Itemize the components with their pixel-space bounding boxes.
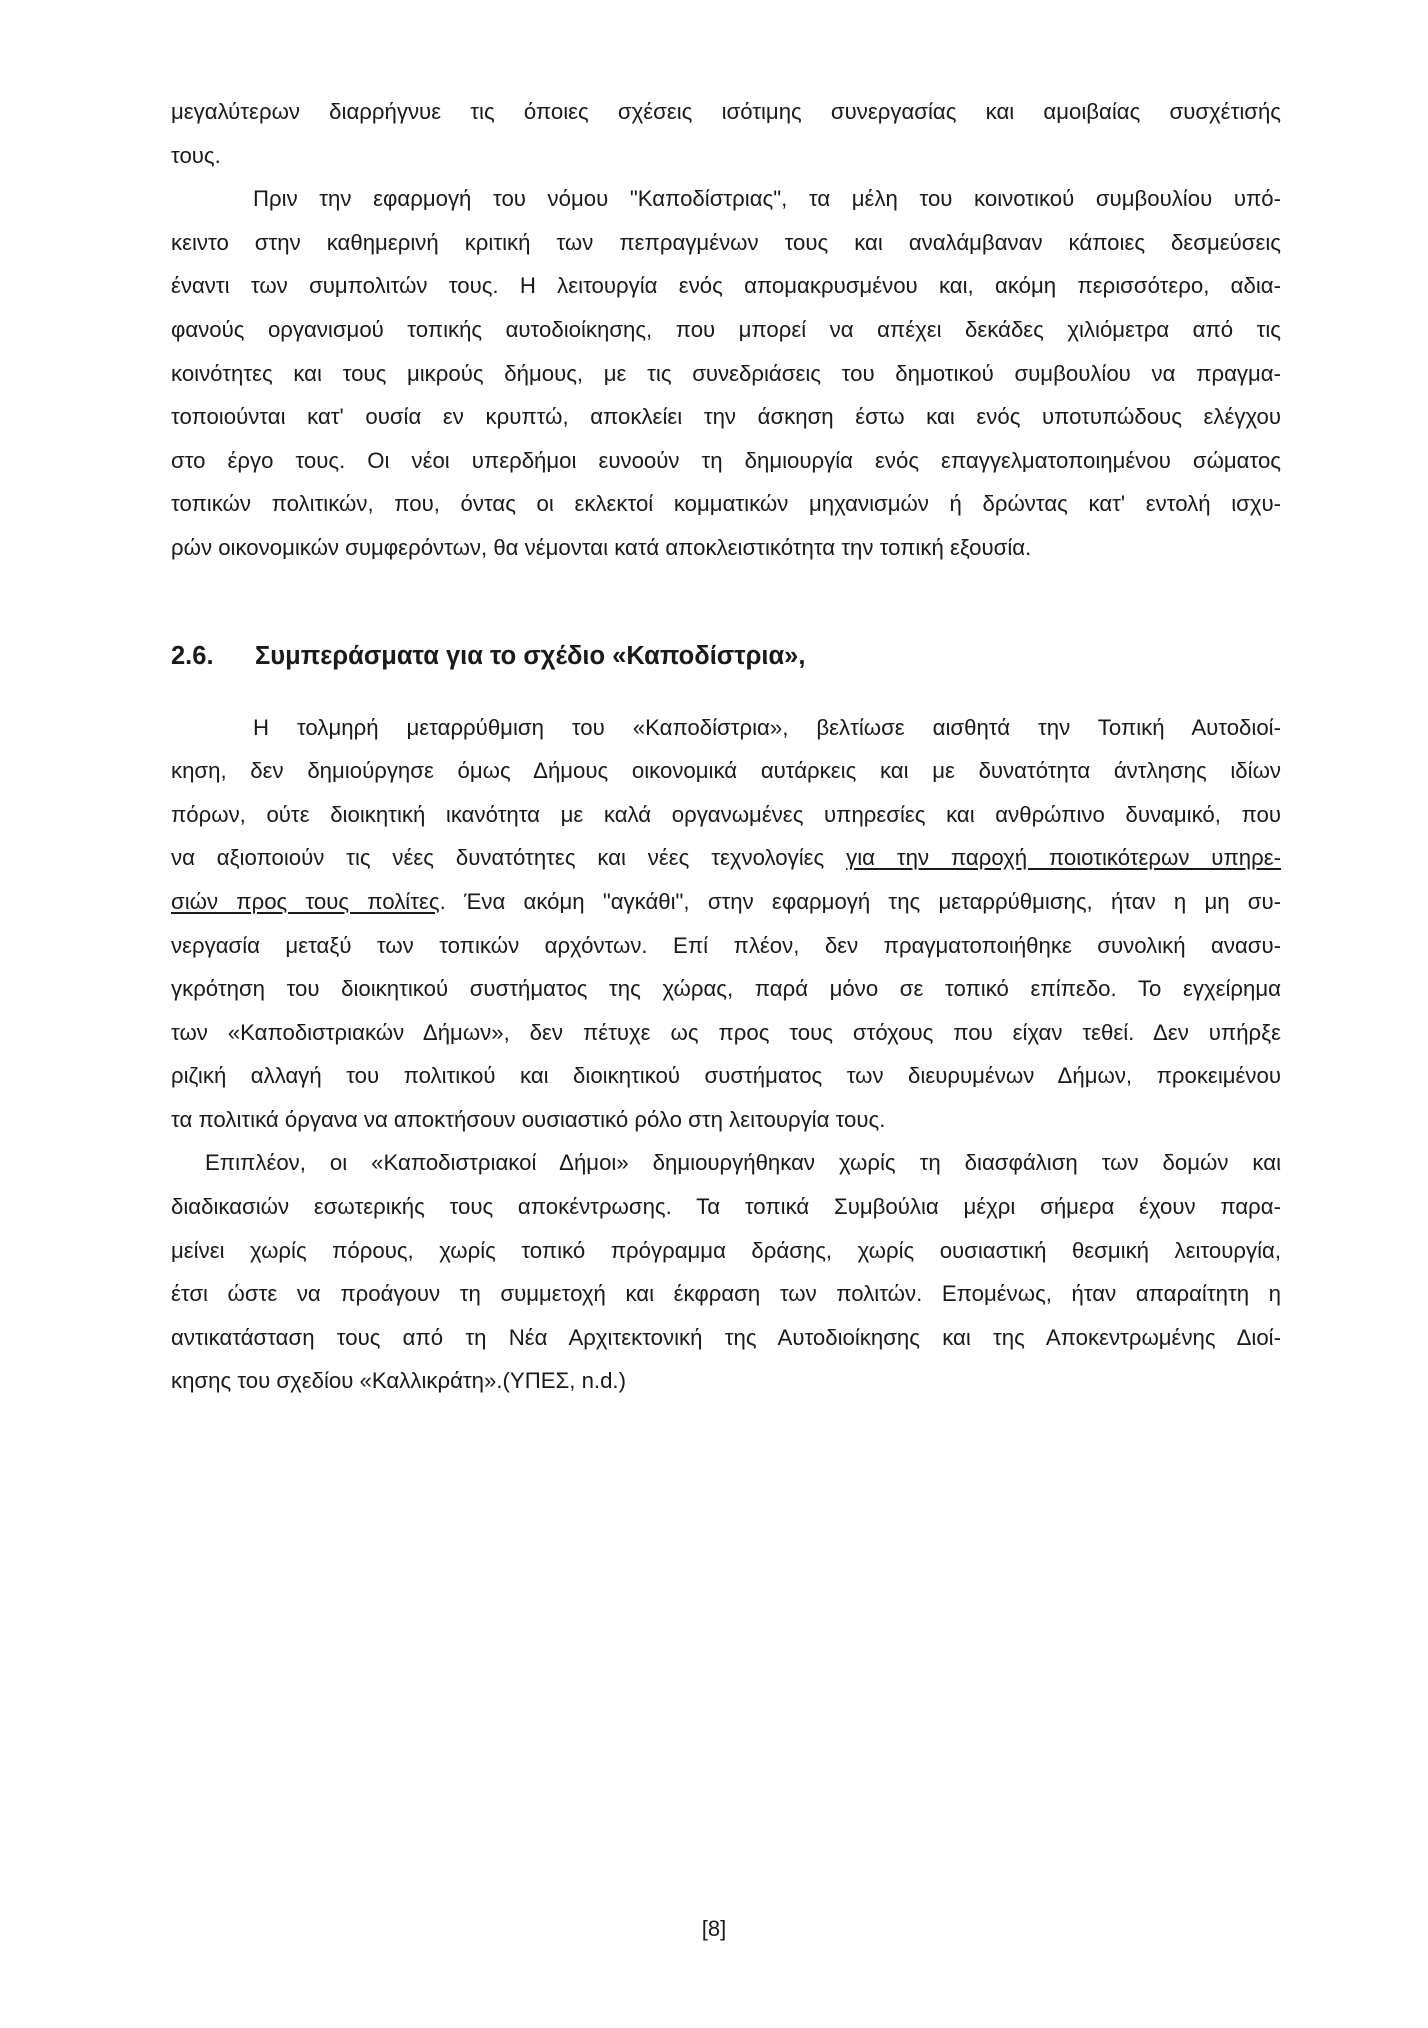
page-number: [8] xyxy=(701,1916,727,1941)
text-line: ρών οικονομικών συμφερόντων, θα νέμονται κατά αποκλειστικότητα την τοπική εξουσία. xyxy=(171,534,1032,560)
paragraph xyxy=(171,706,1281,1142)
document-page xyxy=(171,90,1281,1403)
text-line xyxy=(171,836,1281,880)
text-line: αντικατάσταση τους από τη Νέα Αρχιτεκτονική της Αυτοδιοίκησης και της Αποκεντρωμένης Διοί- xyxy=(171,1324,1281,1350)
text-line: τοποιούνται κατ' ουσία εν κρυπτώ, αποκλείει την άσκηση έστω και ενός υποτυπώδους ελέγχου xyxy=(171,404,1281,430)
underlined-text: σιών προς τους πολίτες xyxy=(171,888,440,914)
text-line: Επιπλέον, οι «Καποδιστριακοί Δήμοι» δημιουργήθηκαν χωρίς τη διασφάλιση των δομών και xyxy=(205,1150,1281,1176)
text-line: φανούς οργανισμού τοπικής αυτοδιοίκησης, που μπορεί να απέχει δεκάδες χιλιόμετρα από τις xyxy=(171,316,1281,342)
text-line: κησης του σχεδίου «Καλλικράτη».(ΥΠΕΣ, n.d.) xyxy=(171,1368,626,1394)
paragraph xyxy=(171,1141,1281,1403)
text-line: μεγαλύτερων διαρρήγνυε τις όποιες σχέσεις ισότιμης συνεργασίας και αμοιβαίας συσχέτισής xyxy=(171,99,1281,124)
text-line: τους. xyxy=(171,142,221,168)
section-heading xyxy=(171,624,1281,688)
text-line: διαδικασιών εσωτερικής τους αποκέντρωσης. Τα τοπικά Συμβούλια μέχρι σήμερα έχουν παρα- xyxy=(171,1194,1281,1220)
text-line: κοινότητες και τους μικρούς δήμους, με τις συνεδριάσεις του δημοτικού συμβουλίου να πραγμα- xyxy=(171,360,1281,386)
text-line: γκρότηση του διοικητικού συστήματος της χώρας, παρά μόνο σε τοπικό επίπεδο. Το εγχείρημα xyxy=(171,976,1281,1002)
text-line: πόρων, ούτε διοικητική ικανότητα με καλά οργανωμένες υπηρεσίες και ανθρώπινο δυναμικό, που xyxy=(171,801,1281,827)
text-line: έτσι ώστε να προάγουν τη συμμετοχή και έκφραση των πολιτών. Επομένως, ήταν απαραίτητη η xyxy=(171,1281,1281,1307)
text-line: κηση, δεν δημιούργησε όμως Δήμους οικονομικά αυτάρκεις και με δυνατότητα άντλησης ιδίων xyxy=(171,758,1281,784)
paragraph xyxy=(171,90,1281,177)
text-line: ριζική αλλαγή του πολιτικού και διοικητικού συστήματος των διευρυμένων Δήμων, προκειμένου xyxy=(171,1063,1281,1089)
underlined-text: για την παροχή ποιοτικότερων υπηρε- xyxy=(846,845,1281,871)
text-line: μείνει χωρίς πόρους, χωρίς τοπικό πρόγραμμα δράσης, χωρίς ουσιαστική θεσμική λειτουργία, xyxy=(171,1237,1281,1263)
paragraph xyxy=(171,177,1281,569)
text-line: τα πολιτικά όργανα να αποκτήσουν ουσιαστικό ρόλο στη λειτουργία τους. xyxy=(171,1106,886,1132)
spacer xyxy=(171,688,1281,706)
section-number: 2.6. xyxy=(171,641,214,670)
text-line: Η τολμηρή μεταρρύθμιση του «Καποδίστρια», βελτίωσε αισθητά την Τοπική Αυτοδιοί- xyxy=(253,714,1281,740)
text-span: να αξιοποιούν τις νέες δυνατότητες και νέες τεχνολογίες xyxy=(171,845,847,871)
text-line: στο έργο τους. Οι νέοι υπερδήμοι ευνοούν τη δημιουργία ενός επαγγελματοποιημένου σώματος xyxy=(171,447,1281,473)
text-line: κειντο στην καθημερινή κριτική των πεπραγμένων τους και αναλάμβαναν κάποιες δεσμεύσεις xyxy=(171,229,1281,255)
text-line: Πριν την εφαρμογή του νόμου "Καποδίστριας", τα μέλη του κοινοτικού συμβουλίου υπό- xyxy=(253,186,1281,212)
section-title: Συμπεράσματα για το σχέδιο «Καποδίστρια», xyxy=(255,641,806,670)
text-line: νεργασία μεταξύ των τοπικών αρχόντων. Επί πλέον, δεν πραγματοποιήθηκε συνολική ανασυ- xyxy=(171,932,1281,958)
text-line xyxy=(171,880,1281,924)
text-span: . Ένα ακόμη "αγκάθι", στην εφαρμογή της μεταρρύθμισης, ήταν η μη συ- xyxy=(439,888,1282,914)
text-line: τοπικών πολιτικών, που, όντας οι εκλεκτοί κομματικών μηχανισμών ή δρώντας κατ' εντολή ισχυ- xyxy=(171,491,1281,517)
text-line: έναντι των συμπολιτών τους. Η λειτουργία ενός απομακρυσμένου και, ακόμη περισσότερο, αδια- xyxy=(171,273,1281,299)
text-line: των «Καποδιστριακών Δήμων», δεν πέτυχε ως προς τους στόχους που είχαν τεθεί. Δεν υπήρξε xyxy=(171,1019,1281,1045)
